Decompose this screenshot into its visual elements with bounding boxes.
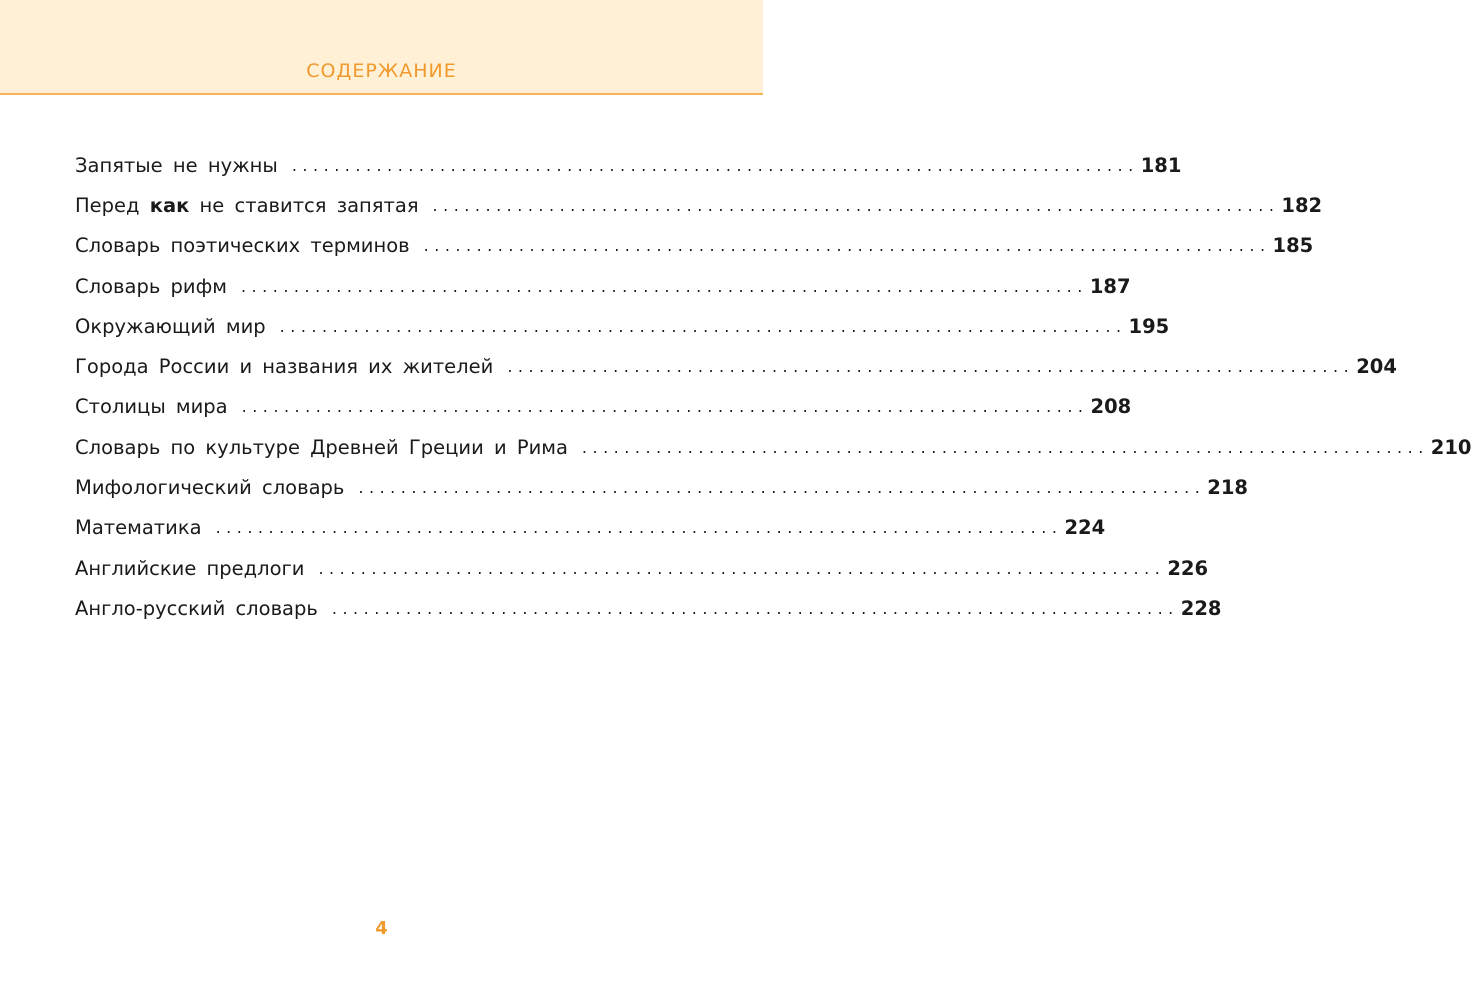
table-of-contents: [75, 145, 1472, 629]
toc-leader-dots: ................................................................................: [240, 276, 1088, 296]
toc-entry-page: 204: [1356, 355, 1397, 379]
toc-leader-dots: ................................................................................: [358, 478, 1206, 498]
toc-entry-page: 224: [1064, 516, 1106, 540]
toc-entry[interactable]: [75, 387, 1132, 427]
toc-entry[interactable]: [75, 145, 1182, 185]
toc-entry-title: [75, 194, 433, 217]
toc-leader-dots: ................................................................................: [507, 357, 1355, 377]
toc-entry-title: Математика: [75, 516, 216, 539]
toc-entry[interactable]: [75, 508, 1106, 548]
header-band: [0, 0, 763, 95]
toc-entry[interactable]: [75, 427, 1472, 467]
toc-leader-dots: ................................................................................: [432, 195, 1280, 215]
toc-entry-title: Мифологический словарь: [75, 476, 358, 499]
toc-entry-page: 185: [1272, 234, 1314, 258]
toc-entry-page: 208: [1090, 395, 1132, 419]
toc-entry[interactable]: [75, 346, 1397, 386]
toc-entry[interactable]: [75, 548, 1209, 588]
toc-leader-dots: ................................................................................: [423, 236, 1271, 256]
toc-entry-page: 210: [1430, 435, 1472, 459]
toc-leader-dots: ................................................................................: [241, 397, 1089, 417]
toc-entry-title: Английские предлоги: [75, 557, 318, 580]
toc-entry[interactable]: [75, 266, 1131, 306]
toc-leader-dots: ................................................................................: [215, 518, 1063, 538]
toc-entry-title: Столицы мира: [75, 395, 242, 418]
toc-entry[interactable]: [75, 226, 1314, 266]
toc-entry-page: 218: [1207, 476, 1248, 500]
toc-entry-page: 182: [1281, 193, 1323, 217]
toc-entry-title: Словарь поэтических терминов: [75, 234, 424, 257]
toc-leader-dots: ................................................................................: [291, 155, 1139, 175]
toc-entry[interactable]: [75, 185, 1323, 225]
toc-entry-title: Словарь по культуре Древней Греции и Рима: [75, 436, 582, 459]
toc-leader-dots: ................................................................................: [331, 598, 1179, 618]
toc-entry-page: 195: [1128, 314, 1170, 338]
toc-entry-page: 181: [1140, 153, 1182, 177]
toc-entry-title: Англо-русский словарь: [75, 597, 332, 620]
toc-entry[interactable]: [75, 467, 1248, 507]
toc-entry-title-part: не ставится запятая: [189, 193, 419, 217]
toc-entry-page: 226: [1167, 556, 1209, 580]
toc-entry-title-bold: как: [149, 193, 190, 217]
toc-entry-title: Словарь рифм: [75, 275, 241, 298]
toc-entry-title: Запятые не нужны: [75, 154, 292, 177]
toc-entry-title: Города России и названия их жителей: [75, 355, 507, 378]
toc-entry[interactable]: [75, 306, 1170, 346]
toc-entry-page: 228: [1180, 596, 1222, 620]
toc-leader-dots: ................................................................................: [279, 316, 1127, 336]
toc-entry[interactable]: [75, 588, 1222, 628]
page-title: СОДЕРЖАНИЕ: [306, 60, 457, 82]
page-number: 4: [375, 918, 388, 939]
toc-entry-page: 187: [1089, 274, 1131, 298]
toc-entry-title-part: Перед: [75, 193, 150, 217]
toc-leader-dots: ................................................................................: [318, 558, 1166, 578]
toc-entry-title: Окружающий мир: [75, 315, 280, 338]
toc-leader-dots: ................................................................................: [581, 437, 1429, 457]
